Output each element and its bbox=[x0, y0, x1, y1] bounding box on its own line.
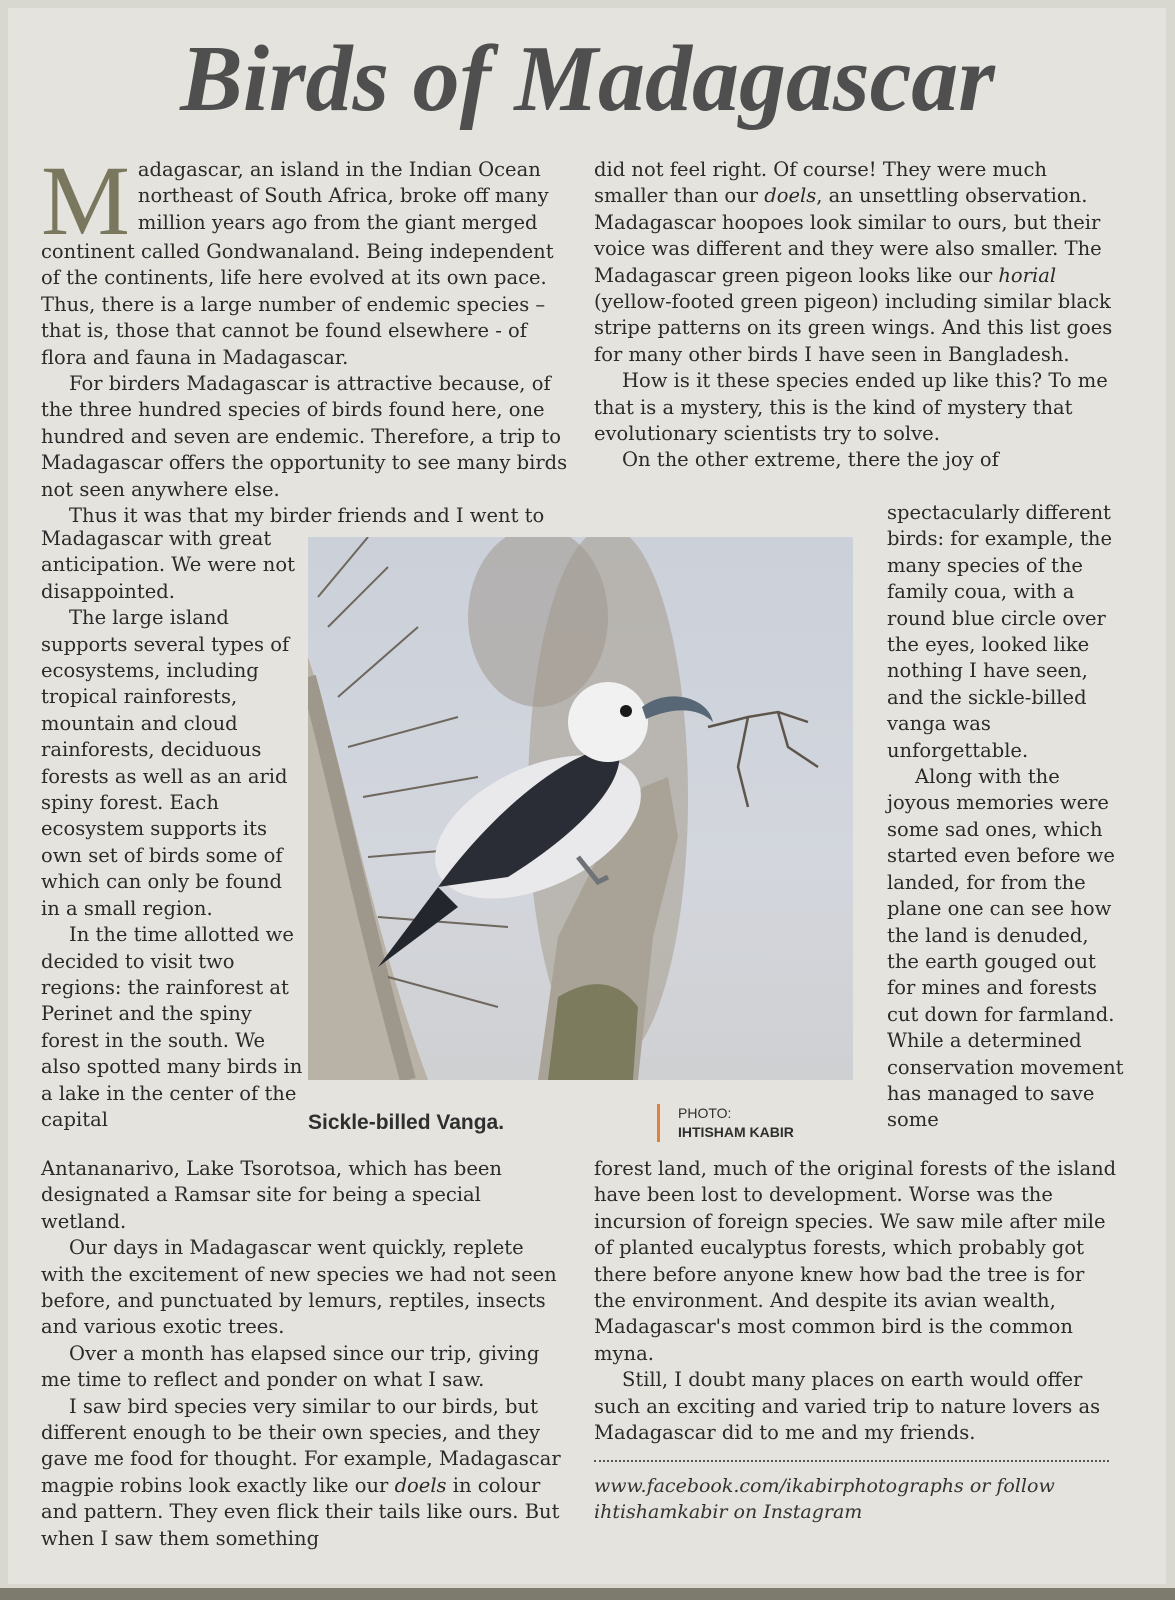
footer-divider bbox=[594, 1460, 1109, 1462]
col1-paragraph: The large island supports several types of ecosystems, including tropical rainforests, mountain and cloud rainforests, deciduous forests as well as an arid spiny forest. Each ecosystem supports its own set of birds some of which can only be found in a small region. bbox=[41, 606, 290, 920]
col1-lower bbox=[41, 1156, 571, 1552]
col1-paragraph: In the time allotted we decided to visit two regions: the rainforest at Perinet and the spiny forest in the south. We also spotted many birds in a lake in the center of the capital bbox=[41, 923, 303, 1131]
col1-p1-cap-line: northeast of South Africa, broke off many bbox=[137, 184, 549, 208]
col2-paragraph: How is it these species ended up like this? To me that is a mystery, this is the kind of mystery that evolutionary scientists try to solve. bbox=[594, 369, 1108, 446]
photo-credit bbox=[657, 1104, 794, 1142]
footer-note bbox=[594, 1473, 1114, 1525]
emphasis: doels bbox=[764, 184, 817, 208]
photographer-name: IHTISHAM KABIR bbox=[678, 1124, 794, 1140]
col1-paragraph: For birders Madagascar is attractive because, of the three hundred species of birds found here, one hundred and seven are endemic. Therefore, a trip to Madagascar offers the opportunity to see many birds not seen anywhere else. bbox=[41, 372, 568, 501]
col2-paragraph: Still, I doubt many places on earth would offer such an exciting and varied trip to nature lovers as Madagascar did to me and my friends. bbox=[594, 1368, 1101, 1445]
photo-caption: Sickle-billed Vanga. bbox=[308, 1111, 505, 1134]
col1-paragraph: Antananarivo, Lake Tsorotsoa, which has been designated a Ramsar site for being a special wetland. bbox=[41, 1157, 502, 1233]
col2-narrow bbox=[887, 500, 1125, 1134]
emphasis: horial bbox=[998, 263, 1057, 287]
drop-cap: M bbox=[41, 145, 130, 256]
col2-paragraph: forest land, much of the original forests of the island have been lost to development. Worse was the incursion of foreign species. We saw mile after mile of planted eucalyptus forests, which probably got there before anyone knew how bad the tree is for the environment. And despite its avian wealth, Madagascar's most common bird is the common myna. bbox=[594, 1157, 1117, 1365]
col2-upper bbox=[594, 157, 1122, 474]
col1-paragraph: Over a month has elapsed since our trip, giving me time to reflect and ponder on what I saw. bbox=[41, 1341, 540, 1392]
col1-narrow bbox=[41, 526, 303, 1133]
photo-credit-label: PHOTO: bbox=[678, 1105, 732, 1121]
emphasis: doels bbox=[394, 1473, 447, 1497]
bottom-rule bbox=[0, 1588, 1175, 1600]
col1-p1-cap-line: million years ago from the giant merged bbox=[137, 210, 538, 234]
footer-link[interactable]: www.facebook.com/ikabirphotographs or follow bbox=[594, 1475, 1055, 1497]
col1-paragraph: I saw bird species very similar to our birds, but different enough to be their own species, and they gave me food for thought. For example, Madagascar magpie robins look exactly like our doels in colour and pattern. They even flick their tails like ours. But when I saw them something bbox=[41, 1394, 561, 1550]
col1-paragraph: Madagascar with great anticipation. We were not disappointed. bbox=[41, 527, 295, 603]
col2-paragraph: Along with the joyous memories were some sad ones, which started even before we landed, for from the plane one can see how the land is denuded, the earth gouged out for mines and forests cut down for farmland. While a determined conservation movement has managed to save some bbox=[887, 765, 1124, 1132]
bird-photo bbox=[308, 537, 853, 1080]
col1-intro bbox=[41, 145, 571, 529]
col1-p1-rest: continent called Gondwanaland. Being independent of the continents, life here evolved at its own pace. Thus, there is a large number of endemic species – that is, those that cannot be found elsewhere - of flora and fauna in Madagascar. bbox=[41, 240, 554, 369]
col1-p1-cap-line: adagascar, an island in the Indian Ocean bbox=[137, 158, 541, 181]
col2-paragraph-first-line: On the other extreme, there the joy of bbox=[622, 448, 999, 472]
col2-paragraph: spectacularly different birds: for example, the many species of the family coua, with a round blue circle over the eyes, looked like nothing I have seen, and the sickle-billed vanga was unforgettable. bbox=[887, 501, 1113, 762]
article-title: Birds of Madagascar bbox=[180, 27, 995, 131]
col2-lower bbox=[594, 1156, 1122, 1446]
sickle-billed-vanga-illustration bbox=[308, 537, 853, 1080]
col1-paragraph-first-line: Thus it was that my birder friends and I went to bbox=[69, 504, 545, 528]
footer-instagram: ihtishamkabir on Instagram bbox=[594, 1501, 863, 1523]
col2-paragraph: did not feel right. Of course! They were much smaller than our doels, an unsettling observation. Madagascar hoopoes look similar to ours, but their voice was different and they were also smaller. The Madagascar green pigeon looks like our horial (yellow-footed green pigeon) including similar black stripe patterns on its green wings. And this list goes for many other birds I have seen in Bangladesh. bbox=[594, 158, 1113, 366]
col1-paragraph: Our days in Madagascar went quickly, replete with the excitement of new species we had not seen before, and punctuated by lemurs, reptiles, insects and various exotic trees. bbox=[41, 1236, 557, 1339]
